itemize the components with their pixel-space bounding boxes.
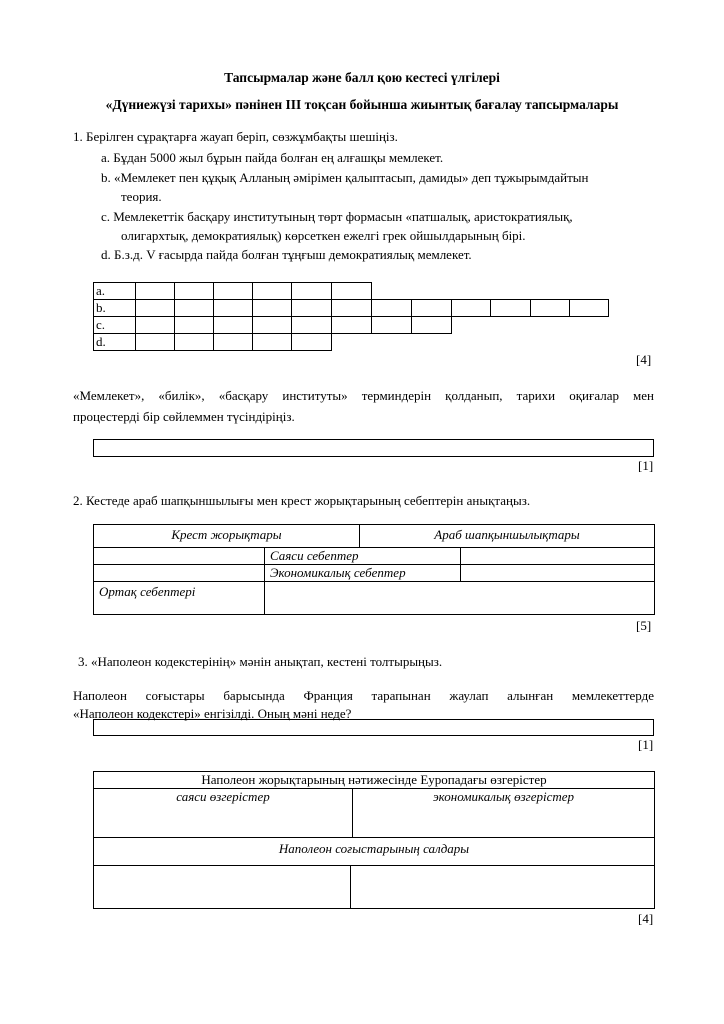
consequences-left-cell[interactable] bbox=[93, 865, 351, 909]
economic-left-cell[interactable] bbox=[93, 564, 265, 582]
crossword-cell[interactable] bbox=[213, 299, 253, 317]
crossword-cell[interactable] bbox=[569, 299, 609, 317]
crossword-cell[interactable] bbox=[252, 299, 292, 317]
document-subtitle: «Дүниежүзі тарихы» пәнінен III тоқсан бойынша жиынтық бағалау тапсырмалары bbox=[105, 97, 619, 112]
crossword-cell[interactable] bbox=[135, 333, 175, 351]
crossword-label-c: c. bbox=[93, 316, 136, 334]
political-right-cell[interactable] bbox=[460, 547, 655, 565]
crossword-cell[interactable] bbox=[371, 316, 412, 334]
crossword-cell[interactable] bbox=[174, 282, 214, 300]
crossword-cell[interactable] bbox=[291, 333, 332, 351]
task3-question-line2: «Наполеон кодекстері» енгізілді. Оның мәні неде? bbox=[73, 706, 352, 721]
crossword-cell[interactable] bbox=[291, 299, 332, 317]
common-label-cell: Ортақ себептері bbox=[93, 581, 265, 615]
napoleon-table-title: Наполеон жорықтарының нәтижесінде Еуропадағы өзгерістер bbox=[93, 771, 655, 789]
consequences-header: Наполеон соғыстарының салдары bbox=[93, 837, 655, 866]
task3-score: [4] bbox=[638, 911, 654, 926]
task1-prompt: 1. Берілген сұрақтарға жауап беріп, сөзжұмбақты шешіңіз. bbox=[73, 129, 398, 144]
crossword-cell[interactable] bbox=[135, 316, 175, 334]
crossword-cell[interactable] bbox=[411, 316, 452, 334]
task1-item-c: c. Мемлекеттік басқару институтының төрт формасын «патшалық, аристократиялық, bbox=[101, 209, 573, 224]
task1-item-b: b. «Мемлекет пен құқық Алланың әмірімен қалыптасып, дамиды» деп тұжырымдайтын bbox=[101, 170, 589, 185]
crossword-cell[interactable] bbox=[331, 282, 372, 300]
header-crusades: Крест жорықтары bbox=[93, 524, 360, 548]
crossword-cell[interactable] bbox=[411, 299, 452, 317]
sentence-prompt-line1: «Мемлекет», «билік», «басқару институты» терминдерін қолданып, тарихи оқиғалар мен bbox=[73, 388, 654, 403]
crossword-cell[interactable] bbox=[530, 299, 570, 317]
task3-question-score: [1] bbox=[638, 737, 654, 752]
task3-prompt: 3. «Наполеон кодекстерінің» мәнін анықтап, кестені толтырыңыз. bbox=[78, 654, 443, 669]
political-changes-cell[interactable]: саяси өзгерістер bbox=[93, 788, 353, 838]
economic-changes-cell[interactable]: экономикалық өзгерістер bbox=[352, 788, 655, 838]
crossword-cell[interactable] bbox=[371, 299, 412, 317]
crossword-cell[interactable] bbox=[213, 316, 253, 334]
task1-item-d: d. Б.з.д. V ғасырда пайда болған тұңғыш демократиялық мемлекет. bbox=[101, 247, 472, 262]
crossword-cell[interactable] bbox=[252, 333, 292, 351]
task1-item-c-cont: олигархтық, демократиялық) көрсеткен ежелгі грек ойшылдарының бірі. bbox=[121, 228, 526, 243]
header-arab-invasions: Араб шапқыншылықтары bbox=[359, 524, 655, 548]
crossword-cell[interactable] bbox=[291, 282, 332, 300]
task1-item-b-cont: теория. bbox=[121, 189, 162, 204]
crossword-cell[interactable] bbox=[252, 316, 292, 334]
task2-prompt: 2. Кестеде араб шапқыншылығы мен крест жорықтарының себептерін анықтаңыз. bbox=[73, 493, 531, 508]
task1-item-a: a. Бұдан 5000 жыл бұрын пайда болған ең алғашқы мемлекет. bbox=[101, 150, 444, 165]
sentence-answer-box[interactable] bbox=[93, 439, 654, 457]
sentence-prompt-line2: процестерді бір сөйлеммен түсіндіріңіз. bbox=[73, 409, 295, 424]
crossword-cell[interactable] bbox=[331, 299, 372, 317]
crossword-cell[interactable] bbox=[490, 299, 531, 317]
economic-label-cell: Экономикалық себептер bbox=[264, 564, 461, 582]
crossword-cell[interactable] bbox=[291, 316, 332, 334]
document-title: Тапсырмалар және балл қою кестесі үлгілері bbox=[224, 70, 500, 85]
task3-question-line1: Наполеон соғыстары барысында Франция тарапынан жаулап алынған мемлекеттерде bbox=[73, 688, 654, 703]
crossword-label-a: a. bbox=[93, 282, 136, 300]
crossword-cell[interactable] bbox=[135, 282, 175, 300]
economic-right-cell[interactable] bbox=[460, 564, 655, 582]
crossword-label-b: b. bbox=[93, 299, 136, 317]
crossword-cell[interactable] bbox=[174, 333, 214, 351]
task3-answer-box[interactable] bbox=[93, 719, 654, 736]
task1-score: [4] bbox=[636, 352, 652, 367]
crossword-cell[interactable] bbox=[451, 299, 491, 317]
crossword-cell[interactable] bbox=[331, 316, 372, 334]
consequences-right-cell[interactable] bbox=[350, 865, 655, 909]
crossword-cell[interactable] bbox=[174, 316, 214, 334]
political-left-cell[interactable] bbox=[93, 547, 265, 565]
political-label-cell: Саяси себептер bbox=[264, 547, 461, 565]
crossword-cell[interactable] bbox=[213, 333, 253, 351]
crossword-cell[interactable] bbox=[174, 299, 214, 317]
sentence-score: [1] bbox=[638, 458, 654, 473]
crossword-cell[interactable] bbox=[135, 299, 175, 317]
common-answer-cell[interactable] bbox=[264, 581, 655, 615]
crossword-label-d: d. bbox=[93, 333, 136, 351]
crossword-cell[interactable] bbox=[252, 282, 292, 300]
task2-score: [5] bbox=[636, 618, 652, 633]
crossword-cell[interactable] bbox=[213, 282, 253, 300]
